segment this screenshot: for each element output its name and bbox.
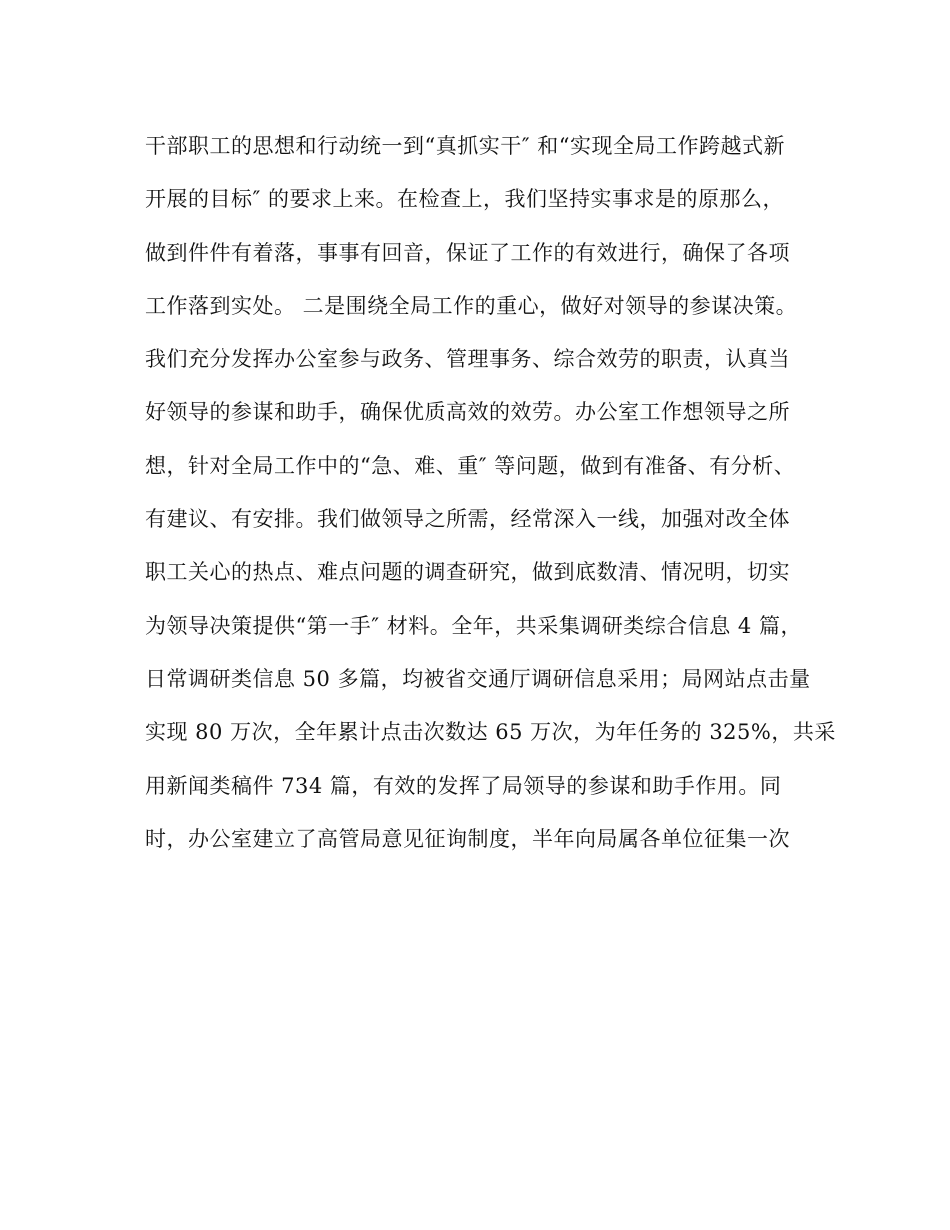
text-line: 实现 80 万次，全年累计点击次数达 65 万次，为年任务的 325%，共采: [145, 720, 836, 745]
text-line: 想，针对全局工作中的“急、难、重″ 等问题，做到有准备、有分析、: [145, 453, 796, 478]
text-line: 开展的目标″ 的要求上来。在检查上，我们坚持实事求是的原那么，: [145, 187, 785, 212]
text-line: 用新闻类稿件 734 篇，有效的发挥了局领导的参谋和助手作用。同: [145, 773, 782, 798]
text-line: 我们充分发挥办公室参与政务、管理事务、综合效劳的职责，认真当: [145, 347, 790, 372]
text-line: 好领导的参谋和助手，确保优质高效的效劳。办公室工作想领导之所: [145, 400, 790, 425]
body-text: [145, 126, 836, 872]
text-line: 有建议、有安排。我们做领导之所需，经常深入一线，加强对改全体: [145, 507, 790, 532]
text-line: 做到件件有着落，事事有回音，保证了工作的有效进行，确保了各项: [145, 240, 790, 265]
text-line: 为领导决策提供“第一手″ 材料。全年，共采集调研类综合信息 4 篇，: [145, 613, 802, 638]
text-line: 工作落到实处。 二是围绕全局工作的重心，做好对领导的参谋决策。: [145, 293, 798, 318]
text-line: 时，办公室建立了高管局意见征询制度，半年向局属各单位征集一次: [145, 826, 790, 851]
text-line: 干部职工的思想和行动统一到“真抓实干″ 和“实现全局工作跨越式新: [145, 134, 785, 158]
text-line: 职工关心的热点、难点问题的调查研究，做到底数清、情况明，切实: [145, 560, 790, 585]
text-line: 日常调研类信息 50 多篇，均被省交通厅调研信息采用；局网站点击量: [145, 666, 811, 691]
